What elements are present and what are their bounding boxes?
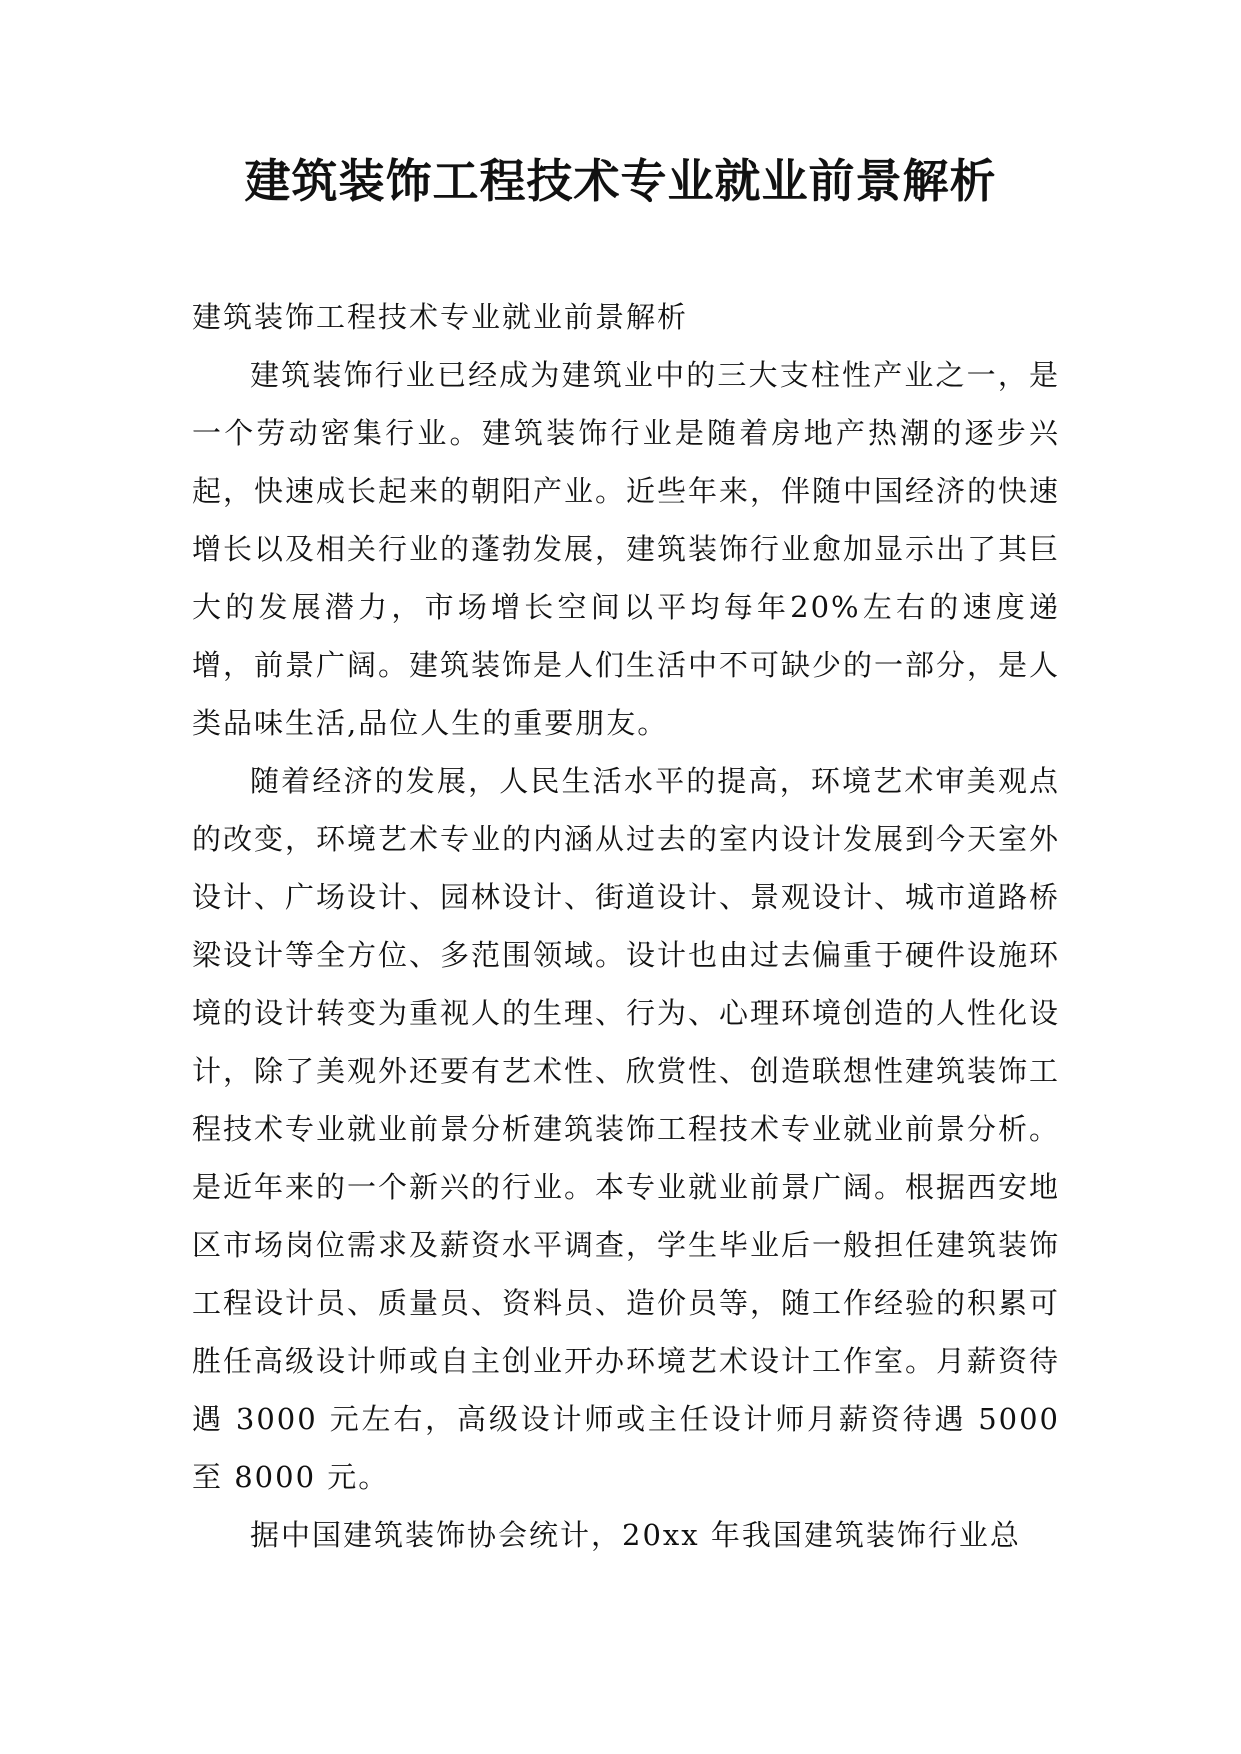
paragraph-statistics: 据中国建筑装饰协会统计，20xx 年我国建筑装饰行业总 [250, 1518, 1021, 1552]
document-body [192, 288, 1060, 1564]
document-subtitle: 建筑装饰工程技术专业就业前景解析 [192, 300, 689, 334]
paragraph-industry-overview: 建筑装饰行业已经成为建筑业中的三大支柱性产业之一，是一个劳动密集行业。建筑装饰行业是随着房地产热潮的逐步兴起，快速成长起来的朝阳产业。近些年来，伴随中国经济的快速增长以及相关行业的蓬勃发展，建筑装饰行业愈加显示出了其巨大的发展潜力，市场增长空间以平均每年20%左右的速度递增，前景广阔。建筑装饰是人们生活中不可缺少的一部分，是人类品味生活,品位人生的重要朋友。 [192, 358, 1061, 740]
document-title: 建筑装饰工程技术专业就业前景解析 [244, 154, 997, 208]
paragraph-career-prospects: 随着经济的发展，人民生活水平的提高，环境艺术审美观点的改变，环境艺术专业的内涵从过去的室内设计发展到今天室外设计、广场设计、园林设计、街道设计、景观设计、城市道路桥梁设计等全方位、多范围领域。设计也由过去偏重于硬件设施环境的设计转变为重视人的生理、行为、心理环境创造的人性化设计，除了美观外还要有艺术性、欣赏性、创造联想性建筑装饰工程技术专业就业前景分析建筑装饰工程技术专业就业前景分析。是近年来的一个新兴的行业。本专业就业前景广阔。根据西安地区市场岗位需求及薪资水平调查，学生毕业后一般担任建筑装饰工程设计员、质量员、资料员、造价员等，随工作经验的积累可胜任高级设计师或自主创业开办环境艺术设计工作室。月薪资待遇 3000 元左右，高级设计师或主任设计师月薪资待遇 5000 至 8000 元。 [192, 764, 1061, 1494]
